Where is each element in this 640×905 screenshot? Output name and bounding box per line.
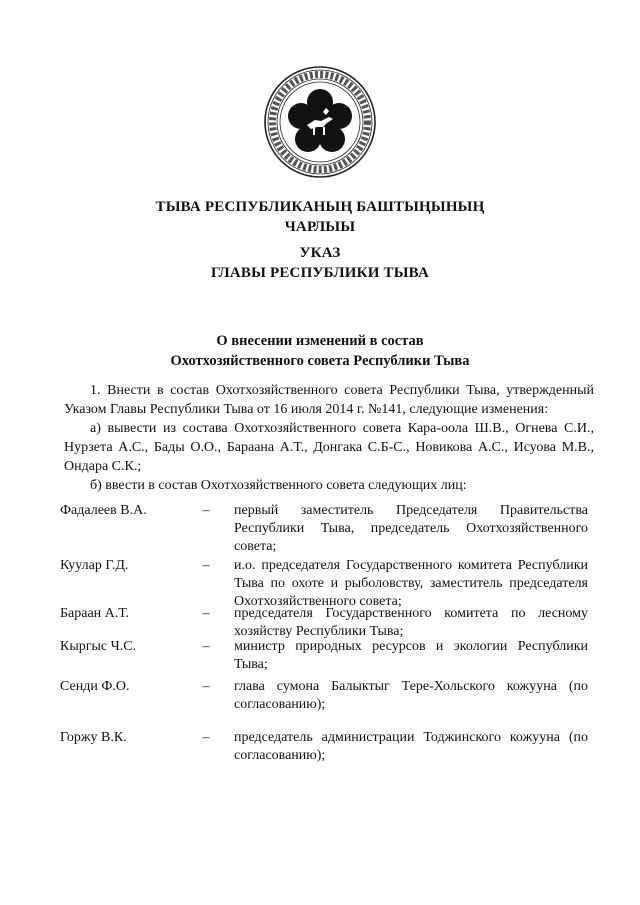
header-ukaz <box>0 243 640 283</box>
document-body <box>64 381 594 495</box>
header-tyva-line1: ТЫВА РЕСПУБЛИКАНЫҢ БАШТЫҢЫНЫҢ <box>155 199 485 215</box>
document-title <box>0 331 640 371</box>
member-role: глава сумона Балыктыг Тере-Хольского кожууна (по согласованию); <box>234 679 588 712</box>
member-dash: – <box>202 558 210 573</box>
member-dash: – <box>202 639 210 654</box>
header-ukaz-word: УКАЗ <box>299 245 341 261</box>
member-name: Бараан А.Т. <box>60 606 129 621</box>
republic-emblem-icon <box>263 65 377 179</box>
member-name: Кыргыс Ч.С. <box>60 639 137 654</box>
member-role: председателя Государственного комитета по лесному хозяйству Республики Тыва; <box>234 606 588 639</box>
paragraph-a: а) вывести из состава Охотхозяйственного совета Кара-оола Ш.В., Огнева С.И., Нурзета А.С., Бады О.О., Бараана А.Т., Донгака С.Б-С., Новикова А.С., Исуова М.В., Ондара С.К.; <box>64 421 594 474</box>
member-name: Фадалеев В.А. <box>60 503 147 518</box>
paragraph-b: б) ввести в состав Охотхозяйственного совета следующих лиц: <box>90 478 467 493</box>
header-tyva-line2: ЧАРЛЫЫ <box>284 219 356 235</box>
member-role: председатель администрации Тоджинского кожууна (по согласованию); <box>234 730 588 763</box>
member-role: и.о. председателя Государственного комитета Республики Тыва по охоте и рыболовству, заместитель председателя Охотхозяйственного совета; <box>234 558 588 609</box>
member-name: Куулар Г.Д. <box>60 558 129 573</box>
member-dash: – <box>202 730 210 745</box>
member-dash: – <box>202 679 210 694</box>
header-russian-line: ГЛАВЫ РЕСПУБЛИКИ ТЫВА <box>211 265 429 281</box>
member-dash: – <box>202 606 210 621</box>
member-role: министр природных ресурсов и экологии Республики Тыва; <box>234 639 588 672</box>
member-dash: – <box>202 503 210 518</box>
paragraph-1: 1. Внести в состав Охотхозяйственного совета Республики Тыва, утвержденный Указом Главы Республики Тыва от 16 июля 2014 г. №141, следующие изменения: <box>64 383 594 417</box>
title-line2: Охотхозяйственного совета Республики Тыва <box>170 353 470 369</box>
member-name: Сенди Ф.О. <box>60 679 130 694</box>
member-role: первый заместитель Председателя Правительства Республики Тыва, председатель Охотхозяйственного совета; <box>234 503 588 554</box>
header-tyva <box>0 197 640 237</box>
title-line1: О внесении изменений в состав <box>216 333 424 349</box>
member-name: Горжу В.К. <box>60 730 127 745</box>
